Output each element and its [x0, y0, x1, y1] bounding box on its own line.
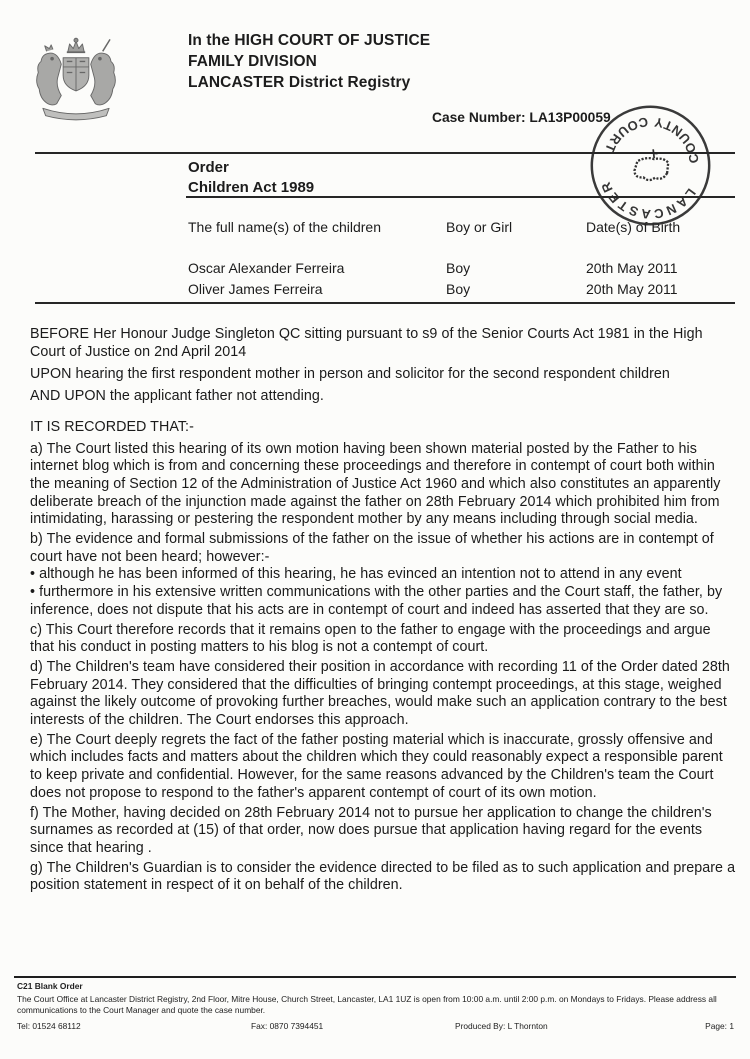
stamp-arc-text-bottom: COUNTY COURT — [601, 114, 702, 165]
child-name: Oscar Alexander Ferreira — [188, 260, 345, 276]
col-header-dob: Date(s) of Birth — [586, 219, 681, 235]
court-registry-line: LANCASTER District Registry — [188, 74, 411, 91]
recorded-item-e: e) The Court deeply regrets the fact of the father posting material which is inaccurate, grossly offensive and which includes facts and matters about the children which they could reasonably expect a responsible parent to keep private and confidential. However, for the same reasons advanced by the Children's team the Court does not propose to respond to the father's apparent contempt of court of its own motion. — [30, 731, 723, 801]
telephone-number: Tel: 01524 68112 — [17, 1021, 81, 1031]
preamble-and-upon: AND UPON the applicant father not attending. — [30, 388, 324, 405]
recorded-item-d: d) The Children's team have considered their position in accordance with recording 11 of the Order dated 28th February 2014. They considered that the difficulties of bringing contempt proceedings, at this stage, weighed against the likely outcome of provoking further breaches, would make such an application contrary to the best interests of the children. The Court endorses this approach. — [30, 658, 730, 729]
child-dob: 20th May 2011 — [586, 260, 678, 276]
children-table — [188, 219, 736, 299]
order-subtitle: Children Act 1989 — [188, 179, 315, 196]
preamble-upon: UPON hearing the first respondent mother in person and solicitor for the second respondent children — [30, 365, 670, 382]
recorded-item-a: a) The Court listed this hearing of its own motion having been shown material posted by the Father to his internet blog which is from and concerning these proceedings and therefore in contempt of court both within the meaning of Section 12 of the Administration of Justice Act 1960 and which also constitutes an apparently deliberate breach of the injunction made against the father on 28th February 2014 which prohibited him from intimidating, harassing or pestering the respondent mother by any means including through social media. — [30, 440, 721, 528]
svg-text:LANCASTER — [594, 176, 700, 227]
order-title: Order — [188, 159, 229, 176]
case-number-label: Case Number: — [432, 110, 526, 125]
divider-footer — [14, 976, 736, 978]
form-code: C21 Blank Order — [17, 981, 83, 991]
lancaster-county-court-stamp-icon — [581, 96, 721, 236]
footer — [17, 981, 736, 1015]
order-body — [30, 326, 736, 897]
child-name: Oliver James Ferreira — [188, 280, 323, 297]
recorded-item-c: c) This Court therefore records that it remains open to the father to engage with the proceedings and argue that his conduct in posting matters to his blog is not a contempt of court. — [30, 621, 711, 656]
table-row — [188, 279, 736, 300]
footer-contact-row — [17, 1021, 736, 1033]
order-title-block — [188, 158, 314, 198]
child-sex: Boy — [446, 280, 471, 297]
recorded-bullet-2: • furthermore in his extensive written communications with the other parties and the Court staff, the father, by inference, does not dispute that his acts are in contempt of court and indeed has asserted that they are so. — [30, 584, 723, 618]
case-number — [432, 110, 611, 125]
case-number-value: LA13P00059 — [529, 110, 611, 125]
table-row — [188, 258, 736, 279]
court-name-line: In the HIGH COURT OF JUSTICE — [188, 32, 431, 49]
col-header-sex: Boy or Girl — [446, 219, 513, 235]
office-info: The Court Office at Lancaster District Registry, 2nd Floor, Mitre House, Church Street, Lancaster, LA1 1UZ is open from 10:00 a.m. until 2:00 p.m. on Mondays to Fridays. Please address all communications to the Court Manager and quote the case number. — [17, 994, 717, 1015]
royal-coat-of-arms-icon — [30, 32, 122, 124]
page-number: Page: 1 — [705, 1021, 734, 1031]
preamble-before: BEFORE Her Honour Judge Singleton QC sitting pursuant to s9 of the Senior Courts Act 1981 in the High Court of Justice on 2nd April 2014 — [30, 326, 703, 360]
produced-by: Produced By: L Thornton — [455, 1021, 548, 1031]
court-header — [188, 30, 430, 93]
fax-number: Fax: 0870 7394451 — [251, 1021, 324, 1031]
recorded-item-f: f) The Mother, having decided on 28th February 2014 not to pursue her application to change the children's surnames as recorded at (15) of that order, now does pursue that application having regard for the events since that hearing . — [30, 804, 712, 856]
col-header-names: The full name(s) of the children — [188, 219, 381, 235]
court-division-line: FAMILY DIVISION — [188, 53, 317, 70]
recorded-heading: IT IS RECORDED THAT:- — [30, 418, 194, 435]
recorded-item-g: g) The Children's Guardian is to consider the evidence directed to be filed as to such application and prepare a position statement in respect of it on behalf of the children. — [30, 859, 736, 894]
child-sex: Boy — [446, 260, 471, 276]
divider-under-table — [35, 302, 735, 304]
recorded-bullet-1: • although he has been informed of this hearing, he has evinced an intention not to attend in any event — [30, 566, 682, 583]
child-dob: 20th May 2011 — [586, 280, 678, 297]
recorded-item-b: b) The evidence and formal submissions of the father on the issue of whether his actions are in contempt of court have not been heard; however:- — [30, 531, 714, 565]
stamp-arc-text-top: LANCASTER — [597, 177, 699, 223]
stamp-crest-emblem-icon — [634, 148, 670, 182]
